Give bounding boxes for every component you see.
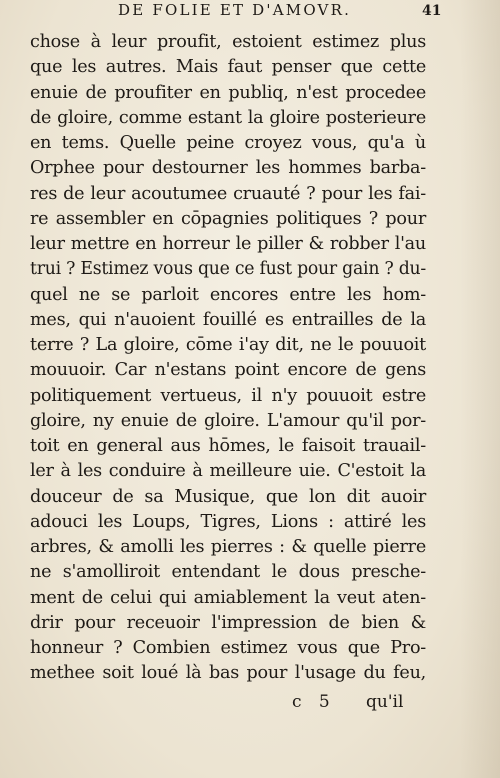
page-edge-shading xyxy=(460,0,500,778)
text-line: douceur de sa Musique, que lon dit auoir xyxy=(30,486,426,507)
page-number: 41 xyxy=(422,3,442,19)
text-line: trui ? Estimez vous que ce fust pour gain ? du- xyxy=(30,259,426,280)
text-line: arbres, & amolli les pierres : & quelle pierre xyxy=(30,537,426,557)
text-line: terre ? La gloire, cōme i'ay dit, ne le pouuoit xyxy=(30,335,426,355)
running-head: DE FOLIE ET D'AMOVR. xyxy=(118,1,352,19)
text-line: chose à leur proufit, estoient estimez plus xyxy=(30,32,426,52)
signature-mark: c 5 xyxy=(292,692,336,712)
text-line: Orphee pour destourner les hommes barba- xyxy=(30,158,426,179)
text-line: quel ne se parloit encores entre les hom- xyxy=(30,284,426,305)
text-line: ne s'amolliroit entendant le dous presche- xyxy=(30,562,426,583)
text-line: honneur ? Combien estimez vous que Pro- xyxy=(30,638,426,658)
text-line: ment de celui qui amiablement la veut aten- xyxy=(30,587,426,608)
text-line: res de leur acoutumee cruauté ? pour les fai- xyxy=(30,183,426,204)
text-line: leur mettre en horreur le piller & robber l'au xyxy=(30,234,426,254)
page-footer xyxy=(30,692,426,712)
text-line: mouuoir. Car n'estans point encore de gens xyxy=(30,360,426,381)
text-line: adouci les Loups, Tigres, Lions : attiré les xyxy=(30,511,426,532)
text-line: de gloire, comme estant la gloire posterieure xyxy=(30,107,426,128)
text-line: methee soit loué là bas pour l'usage du feu, xyxy=(30,663,426,684)
text-line: politiquement vertueus, il n'y pouuoit estre xyxy=(30,385,426,406)
text-line: mes, qui n'auoient fouillé es entrailles de la xyxy=(30,309,426,330)
text-line: que les autres. Mais faut penser que cette xyxy=(30,57,426,78)
text-line: drir pour receuoir l'impression de bien & xyxy=(30,612,426,633)
text-line: enuie de proufiter en publiq, n'est procedee xyxy=(30,82,426,103)
text-line: gloire, ny enuie de gloire. L'amour qu'il por- xyxy=(30,410,426,431)
text-line: en tems. Quelle peine croyez vous, qu'a ù xyxy=(30,133,426,153)
catchword: qu'il xyxy=(366,692,404,712)
text-line: ler à les conduire à meilleure uie. C'estoit la xyxy=(30,461,426,482)
body-text xyxy=(30,30,426,687)
text-line: re assembler en cōpagnies politiques ? pour xyxy=(30,208,426,229)
text-line: toit en general aus hōmes, le faisoit trauail- xyxy=(30,436,426,456)
